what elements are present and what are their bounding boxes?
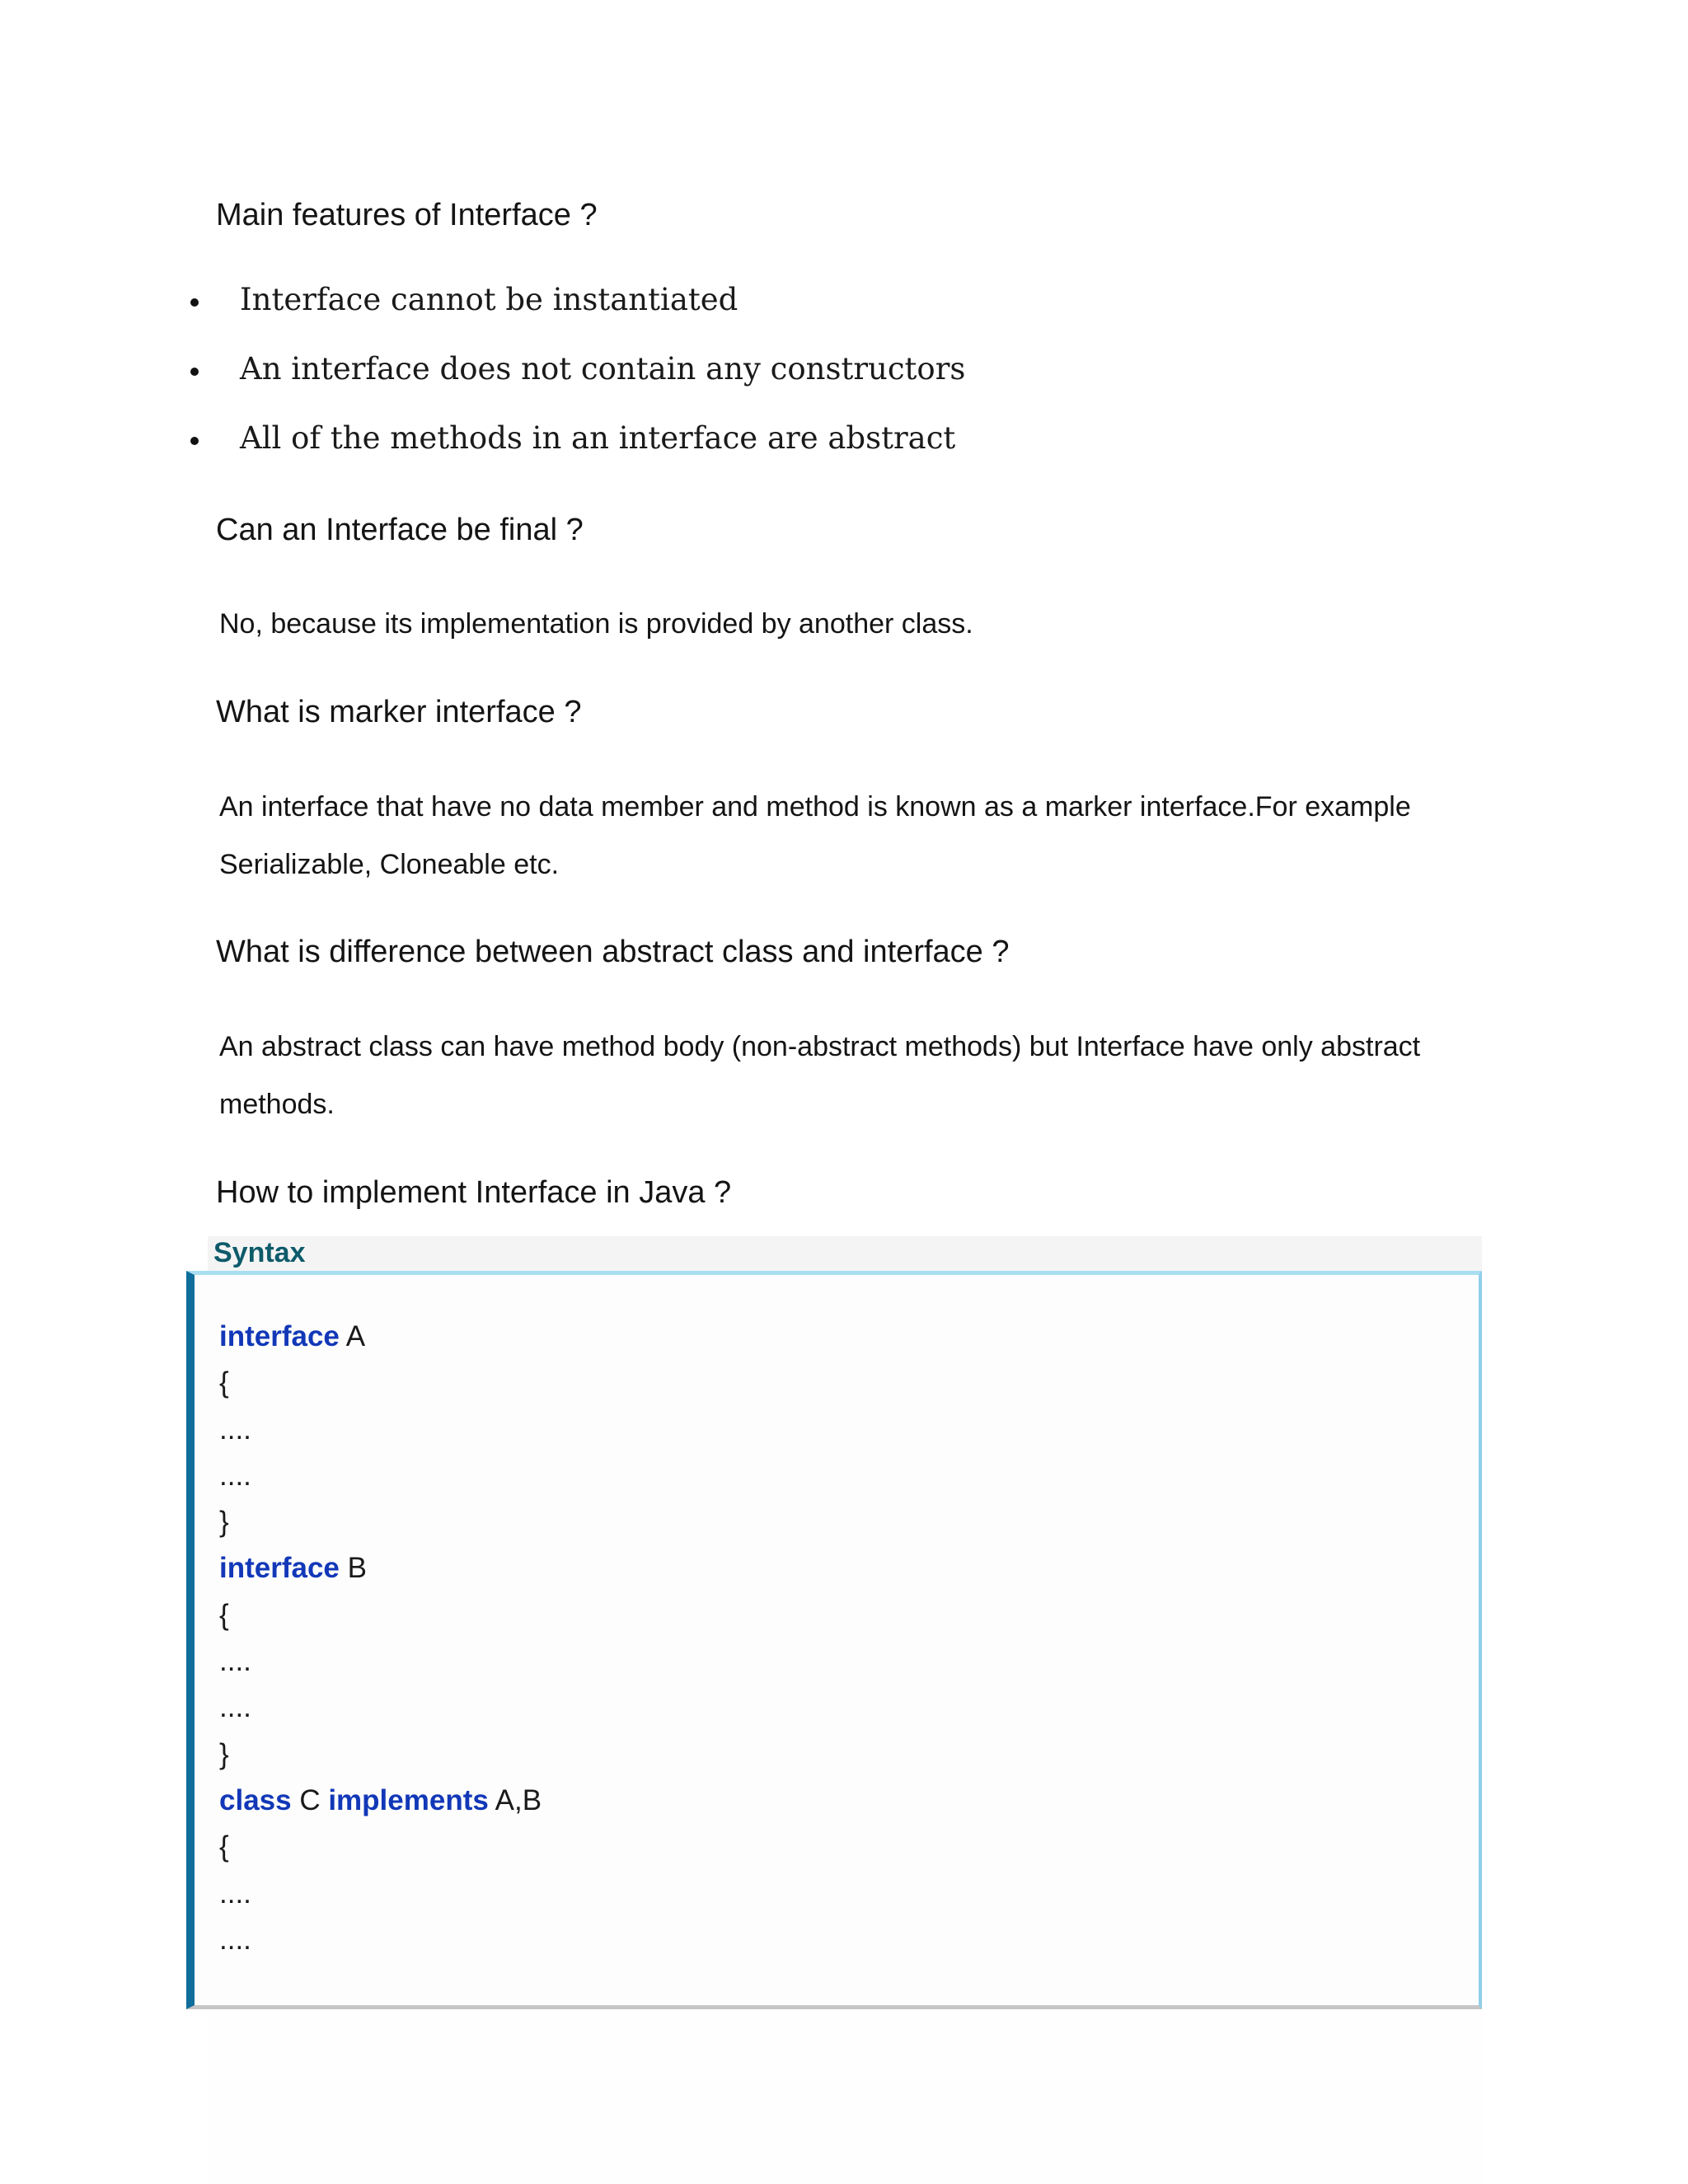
code-lines xyxy=(219,1314,542,1963)
answer-marker-interface-line1: An interface that have no data member and method is known as a marker interface.For example xyxy=(219,791,1411,823)
code-keyword: class xyxy=(219,1783,292,1816)
code-text: .... xyxy=(219,1459,251,1492)
code-text: A xyxy=(339,1320,366,1352)
page-bottom-strip xyxy=(208,2011,1482,2184)
code-keyword: implements xyxy=(328,1783,489,1816)
code-line xyxy=(219,1453,542,1499)
answer-marker-interface-line2: Serializable, Cloneable etc. xyxy=(219,849,560,880)
code-line xyxy=(219,1778,542,1824)
bullet-icon xyxy=(190,298,199,307)
code-text: .... xyxy=(219,1691,251,1724)
code-text: A,B xyxy=(488,1783,542,1816)
heading-abstract-vs-interface: What is difference between abstract class and interface ? xyxy=(216,935,1010,969)
bullet-icon xyxy=(190,368,199,376)
code-line xyxy=(219,1824,542,1870)
heading-implement-interface: How to implement Interface in Java ? xyxy=(216,1175,732,1210)
code-text: .... xyxy=(219,1645,251,1678)
code-text: { xyxy=(219,1598,229,1631)
code-line xyxy=(219,1407,542,1453)
code-text: .... xyxy=(219,1923,251,1956)
list-item-text: All of the methods in an interface are abstract xyxy=(240,420,956,456)
answer-abstract-vs-interface-line1: An abstract class can have method body (non-abstract methods) but Interface have only abstract xyxy=(219,1031,1421,1062)
answer-interface-final: No, because its implementation is provided by another class. xyxy=(219,608,973,640)
syntax-label: Syntax xyxy=(213,1237,306,1268)
heading-main-features: Main features of Interface ? xyxy=(216,198,598,232)
code-text: { xyxy=(219,1830,229,1863)
code-line xyxy=(219,1499,542,1545)
heading-interface-final: Can an Interface be final ? xyxy=(216,513,584,547)
code-text: .... xyxy=(219,1877,251,1910)
code-line xyxy=(219,1592,542,1638)
code-text: B xyxy=(339,1552,367,1585)
code-text: .... xyxy=(219,1413,251,1446)
code-line xyxy=(219,1360,542,1406)
code-keyword: interface xyxy=(219,1320,340,1352)
code-line xyxy=(219,1685,542,1731)
syntax-header-bar xyxy=(208,1236,1482,1271)
code-line xyxy=(219,1732,542,1778)
list-item-text: An interface does not contain any constructors xyxy=(240,351,966,387)
code-line xyxy=(219,1314,542,1360)
code-line xyxy=(219,1871,542,1917)
bullet-icon xyxy=(190,437,199,445)
code-text: } xyxy=(219,1737,229,1770)
code-text: C xyxy=(291,1783,329,1816)
code-text: { xyxy=(219,1366,229,1399)
code-keyword: interface xyxy=(219,1552,340,1585)
heading-marker-interface: What is marker interface ? xyxy=(216,695,582,729)
code-line xyxy=(219,1638,542,1685)
answer-abstract-vs-interface-line2: methods. xyxy=(219,1089,335,1120)
code-line xyxy=(219,1917,542,1963)
code-text: } xyxy=(219,1506,229,1539)
list-item-text: Interface cannot be instantiated xyxy=(240,282,738,317)
code-line xyxy=(219,1545,542,1591)
